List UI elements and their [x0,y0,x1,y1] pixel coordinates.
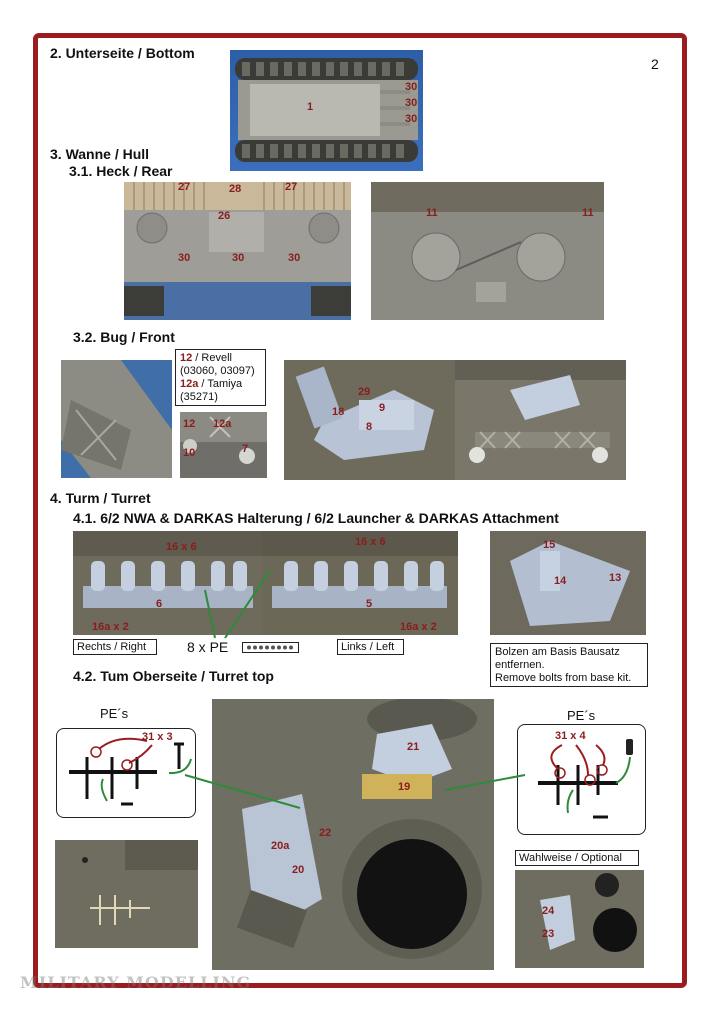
front-photo3-label: 18 [332,406,345,418]
optional-label: Wahlweise / Optional [515,850,639,866]
tamiya-part-number: 12a [180,378,199,390]
rechts-right-label: Rechts / Right [73,639,157,655]
rear-right-label: 11 [582,207,594,219]
rear-photo-right [371,182,604,320]
bottom-label: 30 [405,81,418,93]
front-photo3-label: 29 [358,386,371,398]
pe-right-card [517,724,646,835]
optional-photo-label: 23 [542,928,555,940]
rear-left-label: 26 [218,210,231,222]
rear-left-label: 30 [232,252,245,264]
section-turret-top-title: 4.2. Tum Oberseite / Turret top [73,668,274,684]
launcher-pe-arrows [200,560,310,645]
bottom-label: 30 [405,97,418,109]
turret-label: 19 [398,781,411,793]
page-number: 2 [651,56,659,72]
revell-part-number: 12 [180,352,193,364]
section-hull-title: 3. Wanne / Hull [50,146,150,162]
pe-left-to-turret-arrow [180,770,310,820]
revell-label: / Revell [192,352,232,364]
bolt-note-line: entfernen. [495,659,545,671]
pe-right-count: 31 x 4 [555,730,586,742]
rear-left-label: 30 [288,252,301,264]
front-small-label: 12 [183,418,196,430]
pe-left-card [56,728,196,818]
turret-label: 22 [319,827,332,839]
watermark: MILITARY MODELLING [20,973,252,992]
rear-left-label: 30 [178,252,191,264]
pe-left-title: PE´s [100,706,129,721]
front-kit-note [175,349,266,406]
pe-left-count: 31 x 3 [142,731,173,743]
bolt-note-line: Bolzen am Basis Bausatz [495,646,620,658]
launcher-right-label: 16 x 6 [166,541,197,553]
bottom-label: 30 [405,113,418,125]
attachment-label: 15 [543,539,556,551]
front-small-label: 7 [242,443,249,455]
turret-label: 21 [407,741,420,753]
bottom-label: 1 [307,101,314,113]
bottom-photo [230,50,423,171]
attachment-label: 14 [554,575,567,587]
attachment-label: 13 [609,572,622,584]
front-small-label: 12a [213,418,232,430]
section-rear-title: 3.1. Heck / Rear [69,163,173,179]
pe-right-title: PE´s [567,708,596,723]
front-photo-2 [180,412,267,478]
section-bottom-title: 2. Unterseite / Bottom [50,45,195,61]
section-front-title: 3.2. Bug / Front [73,329,175,345]
turret-label: 20 [292,864,305,876]
front-photo-4 [455,360,626,480]
front-photo-3 [284,360,455,480]
tamiya-label: / Tamiya [198,378,243,390]
pe-installed-photo [55,840,198,948]
launcher-left-label: 16 x 6 [355,536,386,548]
rear-photo-left [124,182,351,320]
rear-left-label: 27 [178,182,191,193]
launcher-left-label: 5 [366,598,373,610]
turret-label: 20a [271,840,290,852]
launcher-left-label: 16a x 2 [400,621,437,633]
front-small-label: 10 [183,447,196,459]
rear-right-label: 11 [426,207,438,219]
bolt-removal-note [490,643,648,687]
section-launcher-title: 4.1. 6/2 NWA & DARKAS Halterung / 6/2 Launcher & DARKAS Attachment [73,510,559,526]
launcher-right-label: 6 [156,598,163,610]
turret-top-photo [212,699,494,970]
section-turret-title: 4. Turm / Turret [50,490,151,506]
front-photo3-label: 8 [366,421,373,433]
links-left-label: Links / Left [337,639,404,655]
front-photo-1 [61,360,172,478]
rear-left-label: 28 [229,183,242,195]
pe-right-to-turret-arrow [440,770,530,800]
pe-count-label: 8 x PE [187,639,229,655]
attachment-photo [490,531,646,635]
optional-photo-label: 24 [542,905,555,917]
optional-photo [515,870,644,968]
front-photo3-label: 9 [379,402,386,414]
revell-kit-numbers: (03060, 03097) [180,365,255,377]
bolt-note-line: Remove bolts from base kit. [495,672,632,684]
rear-left-label: 27 [285,182,298,193]
launcher-right-label: 16a x 2 [92,621,129,633]
tamiya-kit-numbers: (35271) [180,391,218,403]
